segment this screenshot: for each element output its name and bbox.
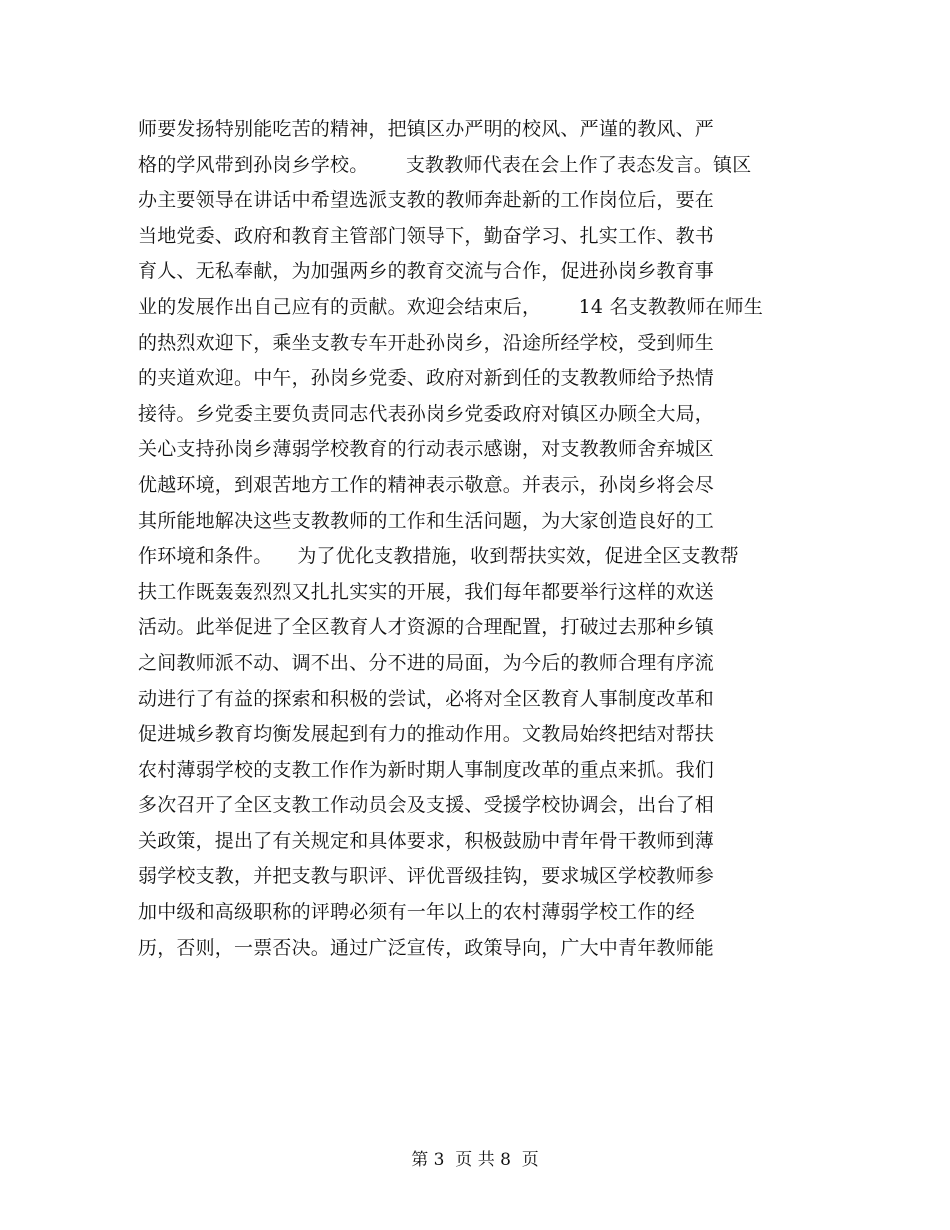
text-line: 关心支持孙岗乡薄弱学校教育的行动表示感谢，对支教教师舍弃城区 [138,438,715,461]
text-line: 关政策，提出了有关规定和具体要求，积极鼓励中青年骨干教师到薄 [138,829,715,852]
text-line: 之间教师派不动、调不出、分不进的局面，为今后的教师合理有序流 [138,651,715,674]
text-line: 育人、无私奉献，为加强两乡的教育交流与合作，促进孙岗乡教育事 [138,260,715,283]
text-line: 接待。乡党委主要负责同志代表孙岗乡党委政府对镇区办顾全大局， [138,402,715,425]
text-line: 促进城乡教育均衡发展起到有力的推动作用。文教局始终把结对帮扶 [138,723,715,746]
text-line: 业的发展作出自己应有的贡献。欢迎会结束后， 14 名支教教师在师生 [138,295,764,318]
text-line: 的夹道欢迎。中午，孙岗乡党委、政府对新到任的支教教师给予热情 [138,367,715,390]
text-line: 办主要领导在讲话中希望选派支教的教师奔赴新的工作岗位后，要在 [138,189,715,212]
text-line: 优越环境，到艰苦地方工作的精神表示敬意。并表示，孙岗乡将会尽 [138,473,715,496]
page-number-footer: 第 3 页 共 8 页 [411,1150,539,1170]
text-line: 扶工作既轰轰烈烈又扎扎实实的开展，我们每年都要举行这样的欢送 [138,580,715,603]
text-line: 师要发扬特别能吃苦的精神，把镇区办严明的校风、严谨的教风、严 [138,118,715,140]
text-line: 格的学风带到孙岗乡学校。 支教教师代表在会上作了表态发言。镇区 [138,153,752,176]
body-text [138,112,818,966]
text-line: 其所能地解决这些支教教师的工作和生活问题，为大家创造良好的工 [138,509,715,532]
text-line: 活动。此举促进了全区教育人才资源的合理配置，打破过去那种乡镇 [138,616,715,639]
text-line: 历，否则，一票否决。通过广泛宣传，政策导向，广大中青年教师能 [138,936,715,959]
text-line: 加中级和高级职称的评聘必须有一年以上的农村薄弱学校工作的经 [138,901,695,924]
text-line: 当地党委、政府和教育主管部门领导下，勤奋学习、扎实工作、教书 [138,224,715,247]
text-line: 的热烈欢迎下，乘坐支教专车开赴孙岗乡，沿途所经学校，受到师生 [138,331,715,354]
text-line: 农村薄弱学校的支教工作作为新时期人事制度改革的重点来抓。我们 [138,758,715,781]
text-line: 多次召开了全区支教工作动员会及支援、受援学校协调会，出台了相 [138,794,715,817]
text-line: 动进行了有益的探索和积极的尝试，必将对全区教育人事制度改革和 [138,687,715,710]
text-line: 作环境和条件。 为了优化支教措施，收到帮扶实效，促进全区支教帮 [138,545,739,568]
text-line: 弱学校支教，并把支教与职评、评优晋级挂钩，要求城区学校教师参 [138,865,715,888]
